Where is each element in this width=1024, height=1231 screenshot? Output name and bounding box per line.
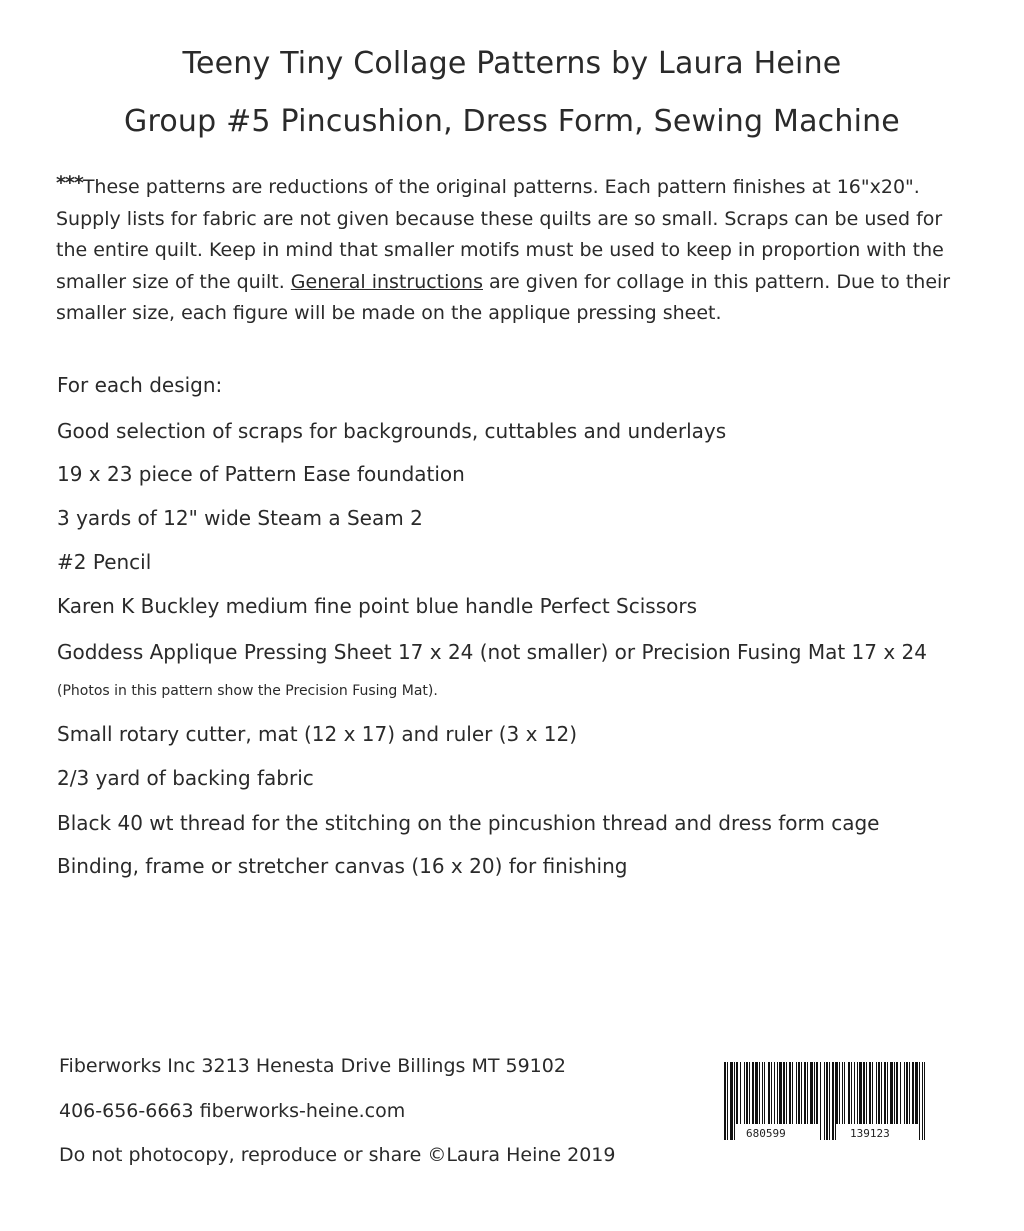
page-subtitle: Group #5 Pincushion, Dress Form, Sewing Machine [124, 104, 900, 139]
supply-item: Goddess Applique Pressing Sheet 17 x 24 (not smaller) or Precision Fusing Mat 17 x 24 [57, 640, 927, 664]
barcode-bar [832, 1062, 834, 1140]
supply-item: 3 yards of 12" wide Steam a Seam 2 [57, 506, 423, 530]
barcode-bar [919, 1062, 920, 1140]
barcode-bar [820, 1062, 821, 1140]
barcode-bar [829, 1062, 830, 1140]
barcode-bar [730, 1062, 733, 1140]
general-instructions-link: General instructions [290, 270, 483, 293]
intro-text-end: are given for collage in this pattern. Due to their smaller size, each figure will be made on the applique pressing sheet. [56, 270, 951, 324]
barcode-right-digits: 139123 [850, 1127, 890, 1140]
footer-copyright: Do not photocopy, reproduce or share ©Laura Heine 2019 [59, 1144, 616, 1166]
barcode-bar [734, 1062, 735, 1140]
footer-contact: 406-656-6663 fiberworks-heine.com [59, 1100, 406, 1122]
intro-paragraph [56, 168, 956, 330]
barcode-bar [724, 1062, 726, 1140]
intro-text: These patterns are reductions of the original patterns. Each pattern finishes at 16"x20". Supply lists for fabric are not given because these quilts are so small. Scraps can be used for the entire quilt. Keep in mind that smaller motifs must be used to keep in proportion with the smaller size of the quilt. [56, 176, 944, 293]
barcode-left-digits: 680599 [746, 1127, 786, 1140]
barcode-bar [924, 1062, 925, 1140]
footer-address: Fiberworks Inc 3213 Henesta Drive Billings MT 59102 [59, 1055, 566, 1077]
supply-item: 19 x 23 piece of Pattern Ease foundation [57, 462, 465, 486]
barcode-icon [722, 1060, 932, 1142]
supply-item: Black 40 wt thread for the stitching on the pincushion thread and dress form cage [57, 811, 880, 835]
barcode-bar [826, 1062, 828, 1140]
supply-note: (Photos in this pattern show the Precision Fusing Mat). [57, 683, 438, 699]
supply-item: Good selection of scraps for backgrounds, cuttables and underlays [57, 419, 727, 443]
supply-item: #2 Pencil [57, 550, 152, 574]
supply-item: Binding, frame or stretcher canvas (16 x 20) for finishing [57, 854, 628, 878]
supply-item: Small rotary cutter, mat (12 x 17) and ruler (3 x 12) [57, 722, 578, 746]
barcode-bar [922, 1062, 923, 1140]
barcode-bar [824, 1062, 825, 1140]
supply-item: Karen K Buckley medium fine point blue handle Perfect Scissors [57, 594, 697, 618]
page-title: Teeny Tiny Collage Patterns by Laura Heine [182, 46, 842, 81]
barcode-bar [727, 1062, 728, 1140]
supplies-heading: For each design: [57, 373, 223, 397]
supply-item: 2/3 yard of backing fabric [57, 766, 314, 790]
intro-asterisks: *** [56, 172, 83, 194]
